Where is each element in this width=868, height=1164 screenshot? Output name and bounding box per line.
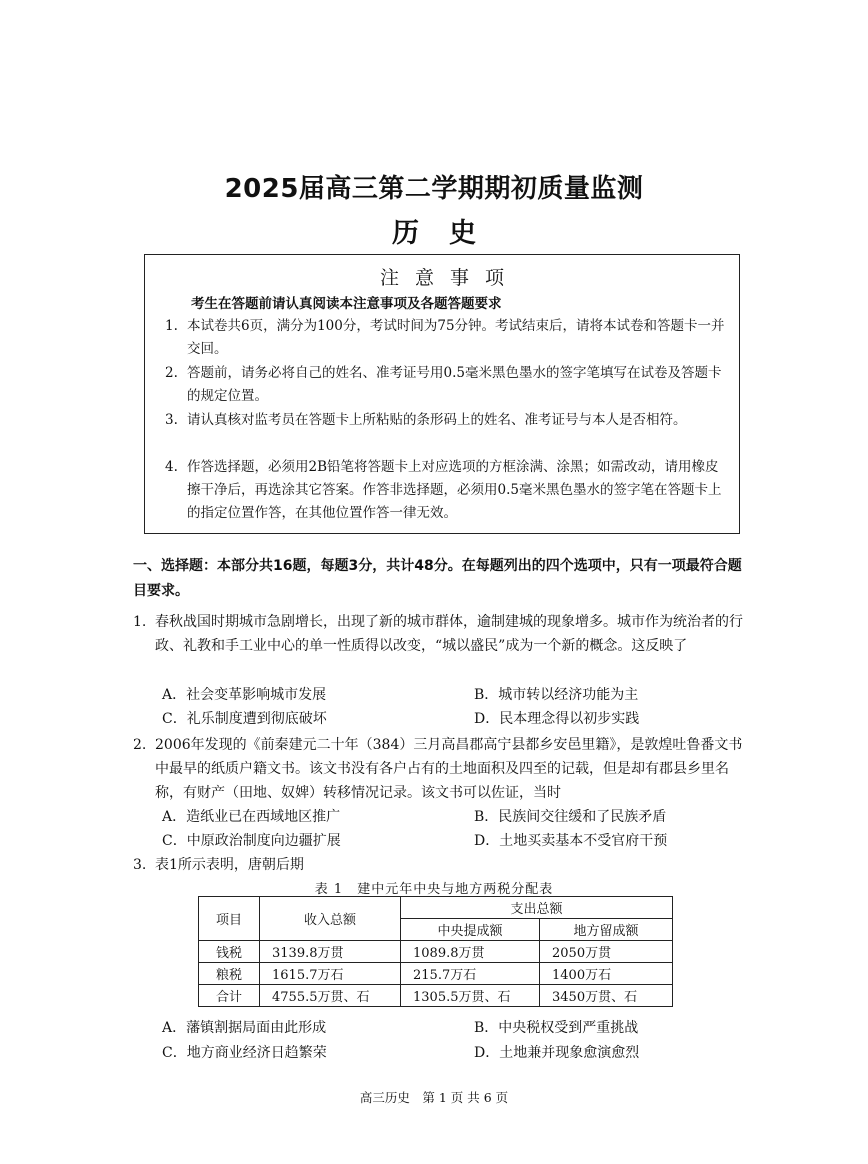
option-a: A．藩镇割据局面由此形成 xyxy=(162,1020,327,1036)
table-cell: 3450万贯、石 xyxy=(540,985,673,1007)
table-row xyxy=(199,941,673,963)
table-cell: 1400万石 xyxy=(540,963,673,985)
option-d: D．土地买卖基本不受官府干预 xyxy=(474,833,668,849)
exam-title: 2025届高三第二学期期初质量监测 xyxy=(224,174,644,204)
option-a: A．社会变革影响城市发展 xyxy=(162,687,327,703)
table-cell: 215.7万石 xyxy=(401,963,540,985)
option-d: D．民本理念得以初步实践 xyxy=(474,711,640,727)
header-central: 中央提成额 xyxy=(401,919,540,941)
notice-item xyxy=(165,409,725,432)
table-cell: 合计 xyxy=(199,985,260,1007)
question-1 xyxy=(133,610,745,658)
table-cell: 1089.8万贯 xyxy=(401,941,540,963)
notice-item-number: 1. xyxy=(165,318,178,334)
table-cell: 粮税 xyxy=(199,963,260,985)
table-cell: 1615.7万石 xyxy=(260,963,401,985)
notice-item-text: 作答选择题，必须用2B铅笔将答题卡上对应选项的方框涂满、涂黑；如需改动，请用橡皮擦干净后，再选涂其它答案。作答非选择题，必须用0.5毫米黑色墨水的签字笔在答题卡上的指定位置作答，在其他位置作答一律无效。 xyxy=(187,459,722,521)
table-cell: 1305.5万贯、石 xyxy=(401,985,540,1007)
notice-item xyxy=(165,456,725,525)
option-b: B．中央税权受到严重挑战 xyxy=(474,1020,639,1036)
notice-item xyxy=(165,362,725,408)
notice-item-number: 3. xyxy=(165,412,178,428)
notice-subtitle: 考生在答题前请认真阅读本注意事项及各题答题要求 xyxy=(191,296,502,312)
table-row xyxy=(199,985,673,1007)
table-caption: 表 1 建中元年中央与地方两税分配表 xyxy=(314,882,554,897)
question-3 xyxy=(133,853,745,877)
question-text: 春秋战国时期城市急剧增长，出现了新的城市群体，逾制建城的现象增多。城市作为统治者的行政、礼教和手工业中心的单一性质得以改变，“城以盛民”成为一个新的概念。这反映了 xyxy=(155,614,743,654)
table-cell: 钱税 xyxy=(199,941,260,963)
header-expense: 支出总额 xyxy=(401,897,673,919)
header-item: 项目 xyxy=(199,897,260,941)
question-text: 表1所示表明，唐朝后期 xyxy=(155,857,304,873)
option-c: C．礼乐制度遭到彻底破坏 xyxy=(162,711,327,727)
table-row xyxy=(199,963,673,985)
header-income: 收入总额 xyxy=(260,897,401,941)
notice-box xyxy=(144,254,740,534)
question-number: 3. xyxy=(133,857,147,873)
question-text: 2006年发现的《前秦建元二十年（384）三月高昌郡高宁县都乡安邑里籍》，是敦煌吐鲁番文书中最早的纸质户籍文书。该文书没有各户占有的土地面积及四至的记载，但是却有郡县乡里名称，有财产（田地、奴婢）转移情况记录。该文书可以佐证，当时 xyxy=(155,737,743,801)
page-footer: 高三历史 第 1 页 共 6 页 xyxy=(359,1090,509,1105)
subject-title: 历史 xyxy=(392,218,506,249)
option-c: C．中原政治制度向边疆扩展 xyxy=(162,833,341,849)
section-heading: 一、选择题：本部分共16题，每题3分，共计48分。在每题列出的四个选项中，只有一项最符合题目要求。 xyxy=(133,558,742,599)
tax-table xyxy=(198,896,673,1007)
option-c: C．地方商业经济日趋繁荣 xyxy=(162,1045,327,1061)
table-cell: 3139.8万贯 xyxy=(260,941,401,963)
option-b: B．城市转以经济功能为主 xyxy=(474,687,639,703)
table-header-row xyxy=(199,897,673,919)
notice-item-text: 请认真核对监考员在答题卡上所粘贴的条形码上的姓名、准考证号与本人是否相符。 xyxy=(187,412,687,428)
question-number: 1. xyxy=(133,614,147,630)
question-2 xyxy=(133,733,745,805)
table-cell: 4755.5万贯、石 xyxy=(260,985,401,1007)
notice-item-text: 答题前，请务必将自己的姓名、准考证号用0.5毫米黑色墨水的签字笔填写在试卷及答题卡的规定位置。 xyxy=(187,365,722,404)
header-local: 地方留成额 xyxy=(540,919,673,941)
notice-item-text: 本试卷共6页，满分为100分，考试时间为75分钟。考试结束后，请将本试卷和答题卡一并交回。 xyxy=(187,318,725,357)
notice-item-number: 2. xyxy=(165,365,178,381)
option-a: A．造纸业已在西域地区推广 xyxy=(162,809,341,825)
option-b: B．民族间交往缓和了民族矛盾 xyxy=(474,809,667,825)
notice-item-number: 4. xyxy=(165,459,178,475)
notice-item xyxy=(165,315,725,361)
notice-title: 注意事项 xyxy=(379,267,520,289)
question-number: 2. xyxy=(133,737,147,753)
table-cell: 2050万贯 xyxy=(540,941,673,963)
option-d: D．土地兼并现象愈演愈烈 xyxy=(474,1045,640,1061)
